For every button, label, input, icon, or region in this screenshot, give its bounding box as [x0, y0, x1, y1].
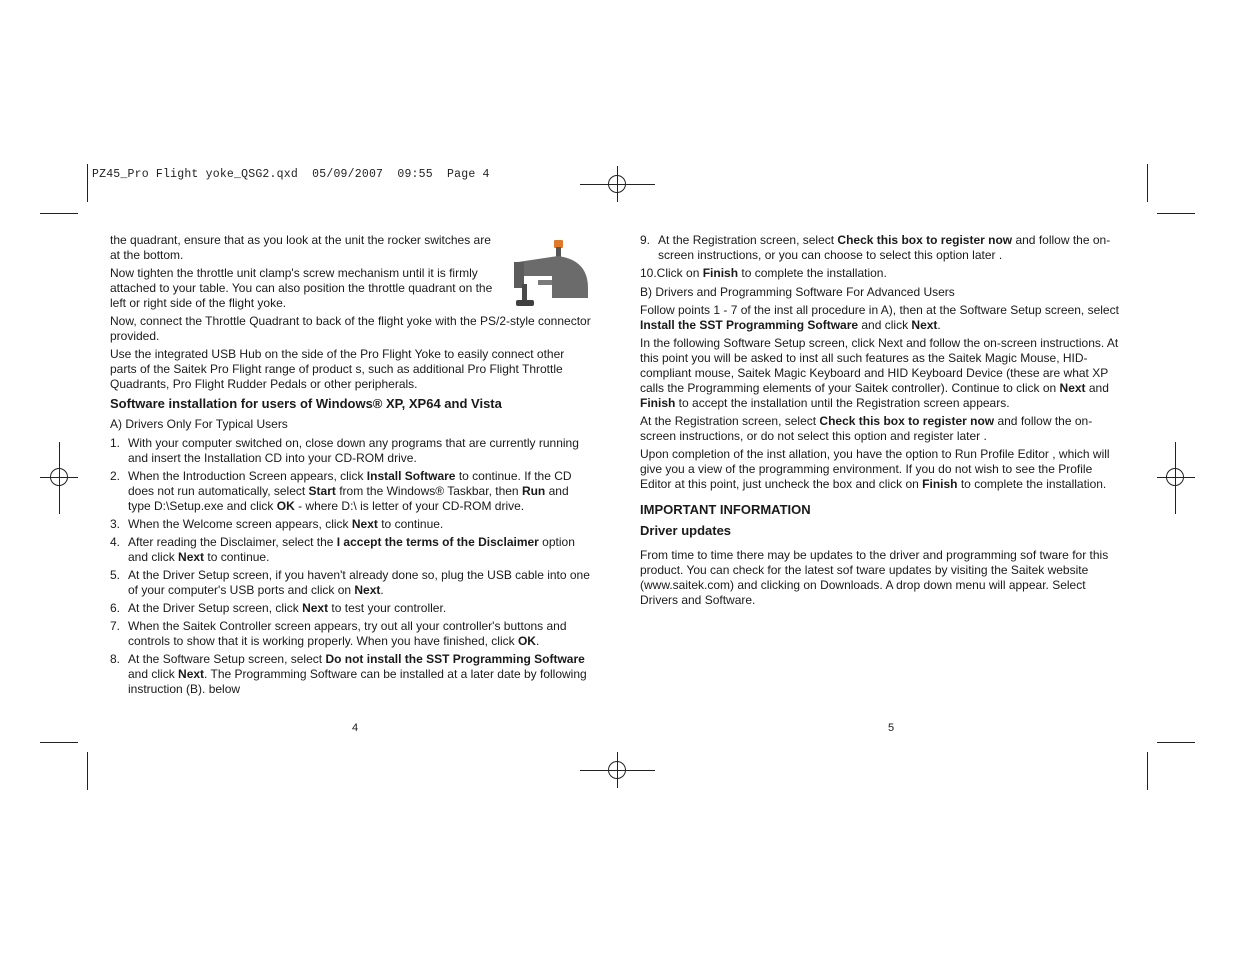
step-item: 9. At the Registration screen, select Check this box to register now and follow the on-screen instructions, or you can choose to select this option later .: [640, 233, 1111, 262]
important-heading: IMPORTANT INFORMATION: [640, 502, 811, 517]
driver-updates-text: From time to time there may be updates to the driver and programming sof tware for this product. You can check for the latest sof tware updates by visiting the Saitek website (www.saitek.com) and clicking on Downloads. A drop down menu will appear. Select Drivers and Software.: [640, 548, 1109, 607]
step-number: 4.: [110, 535, 121, 549]
install-steps-list: [110, 436, 594, 697]
intro-paragraph: Now, connect the Throttle Quadrant to back of the flight yoke with the PS/2-style connector provided.: [110, 314, 591, 343]
left-page: [110, 233, 594, 700]
step-item: 10.Click on Finish to complete the installation.: [640, 266, 887, 280]
intro-paragraph: Use the integrated USB Hub on the side of the Pro Flight Yoke to easily connect other parts of the Saitek Pro Flight range of product s, such as additional Pro Flight Throttle Quadrants, Pro Flight Rudder Pedals or other peripherals.: [110, 347, 565, 391]
crop-mark: [1157, 213, 1195, 214]
step-item: 5. At the Driver Setup screen, if you haven't already done so, plug the USB cable into one of your computer's USB ports and click on Next.: [110, 568, 590, 597]
step-number: 6.: [110, 601, 121, 615]
instruction-paragraph: In the following Software Setup screen, click Next and follow the on-screen instructions. At this point you will be asked to inst all such features as the Saitek Magic Mouse, HID-compliant mouse, Saitek Magic Keyboard and HID Keyboard Device (these are what XP calls the Programming elements of your Saitek controller). Continue to click on Next and Finish to accept the installation until the Registration screen appears.: [640, 336, 1119, 410]
page-number: 4: [352, 722, 359, 734]
step-item: 2. When the Introduction Screen appears, click Install Software to continue. If the CD does not run automatically, select Start from the Windows® Taskbar, then Run and type D:\Setup.exe and click OK - where D:\ is letter of your CD-ROM drive.: [110, 469, 572, 513]
file-slug: PZ45_Pro Flight yoke_QSG2.qxd 05/09/2007 09:55 Page 4: [92, 168, 490, 181]
crop-mark: [40, 213, 78, 214]
install-steps-list: [640, 233, 1120, 263]
crop-mark: [87, 752, 88, 790]
step-item: 8. At the Software Setup screen, select Do not install the SST Programming Software and click Next. The Programming Software can be installed at a later date by following instruction (B). below: [110, 652, 587, 696]
intro-paragraph: Now tighten the throttle unit clamp's screw mechanism until it is firmly attached to your table. You can also position the throttle quadrant on the left or right side of the flight yoke.: [110, 266, 493, 310]
step-number: 7.: [110, 619, 121, 633]
step-number: 1.: [110, 436, 121, 450]
step-number: 3.: [110, 517, 121, 531]
step-item: 3. When the Welcome screen appears, click Next to continue.: [110, 517, 444, 531]
instruction-paragraph: At the Registration screen, select Check this box to register now and follow the on-screen instructions, or do not select this option and register later .: [640, 414, 1093, 443]
section-subheading: B) Drivers and Programming Software For Advanced Users: [640, 285, 955, 299]
driver-updates-heading: Driver updates: [640, 523, 732, 538]
section-heading: Software installation for users of Windows® XP, XP64 and Vista: [110, 396, 502, 411]
step-number: 8.: [110, 652, 121, 666]
crop-mark: [1157, 742, 1195, 743]
crop-mark: [87, 164, 88, 202]
step-number: 2.: [110, 469, 121, 483]
advanced-instructions: [640, 303, 1120, 492]
step-item: 6. At the Driver Setup screen, click Next to test your controller.: [110, 601, 447, 615]
section-subheading: A) Drivers Only For Typical Users: [110, 417, 288, 431]
step-item: 4. After reading the Disclaimer, select the I accept the terms of the Disclaimer option and click Next to continue.: [110, 535, 575, 564]
page-number: 5: [888, 722, 895, 734]
step-number: 5.: [110, 568, 121, 582]
instruction-paragraph: Follow points 1 - 7 of the inst all procedure in A), then at the Software Setup screen, select Install the SST Programming Software and click Next.: [640, 303, 1119, 332]
crop-mark: [1147, 752, 1148, 790]
intro-paragraph: the quadrant, ensure that as you look at the unit the rocker switches are at the bottom.: [110, 233, 491, 262]
instruction-paragraph: Upon completion of the inst allation, you have the option to Run Profile Editor , which will give you a view of the programming environment. If you do not wish to see the Profile Editor at this point, just uncheck the box and click on Finish to complete the installation.: [640, 447, 1110, 491]
step-item: 7. When the Saitek Controller screen appears, try out all your controller's buttons and controls to show that it is working properly. When you have finished, click OK.: [110, 619, 567, 648]
right-page: [640, 233, 1120, 611]
crop-mark: [40, 742, 78, 743]
step-item: 1. With your computer switched on, close down any programs that are currently running and insert the Installation CD into your CD-ROM drive.: [110, 436, 579, 465]
crop-mark: [1147, 164, 1148, 202]
step-number: 9.: [640, 233, 651, 247]
